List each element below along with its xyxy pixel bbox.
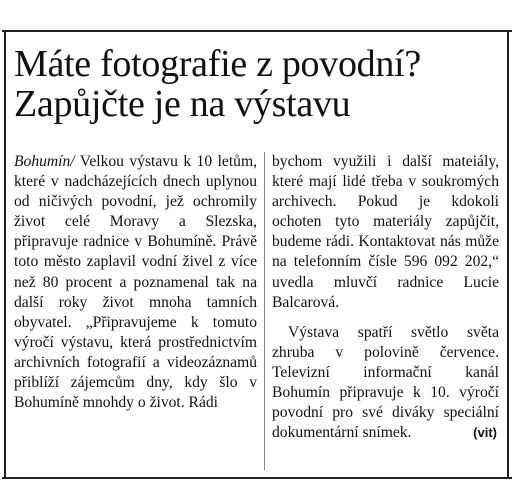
body-text-right-p2: Výstava spatří světlo světa zhruba v polovině července. Televizní informační kanál Bohumín připravuje k 10. výročí povodní pro své diváky speciální dokumentární snímek.	[272, 323, 499, 442]
column-divider	[264, 152, 265, 470]
article-paragraph-1	[14, 152, 257, 413]
bottom-rule	[2, 477, 512, 479]
headline-line-2: Zapůjčte je na výstavu	[14, 83, 351, 125]
article-paragraph-1-continued: bychom využili i další mateiály, které mají lidé třeba v soukromých archivech. Pokud je kdokoli ochoten tyto materiály zapůjčit, budeme rádi. Kontaktovat nás může na telefonním čísle 596 092 202,“ uvedla mluvčí radnice Lucie Balcarová.	[272, 153, 499, 311]
article-column-right	[272, 152, 499, 443]
headline-line-1: Máte fotografie z povodní?	[14, 43, 421, 85]
article-column-left	[14, 152, 257, 413]
article-paragraph-2	[272, 323, 499, 444]
headline	[14, 44, 504, 124]
body-text-left: Velkou výstavu k 10 letům, které v nadcházejících dnech uplynou od ničivých povodní, jež ochromily život celé Moravy a Slezska, připravuje radnice v Bohumíně. Právě toto město zaplavil vodní živel z více než 80 procent a poznamenal tak na další roky život mnoha tamních obyvatel. „Připravujeme k tomuto výročí výstavu, která prostřednictvím archivních fotografií a videozáznamů přiblíží zájemcům dny, kdy šlo v Bohumíně mnohdy o život. Rádi	[14, 153, 257, 412]
author-signature: (vit)	[473, 425, 497, 441]
dateline: Bohumín/	[14, 153, 75, 170]
